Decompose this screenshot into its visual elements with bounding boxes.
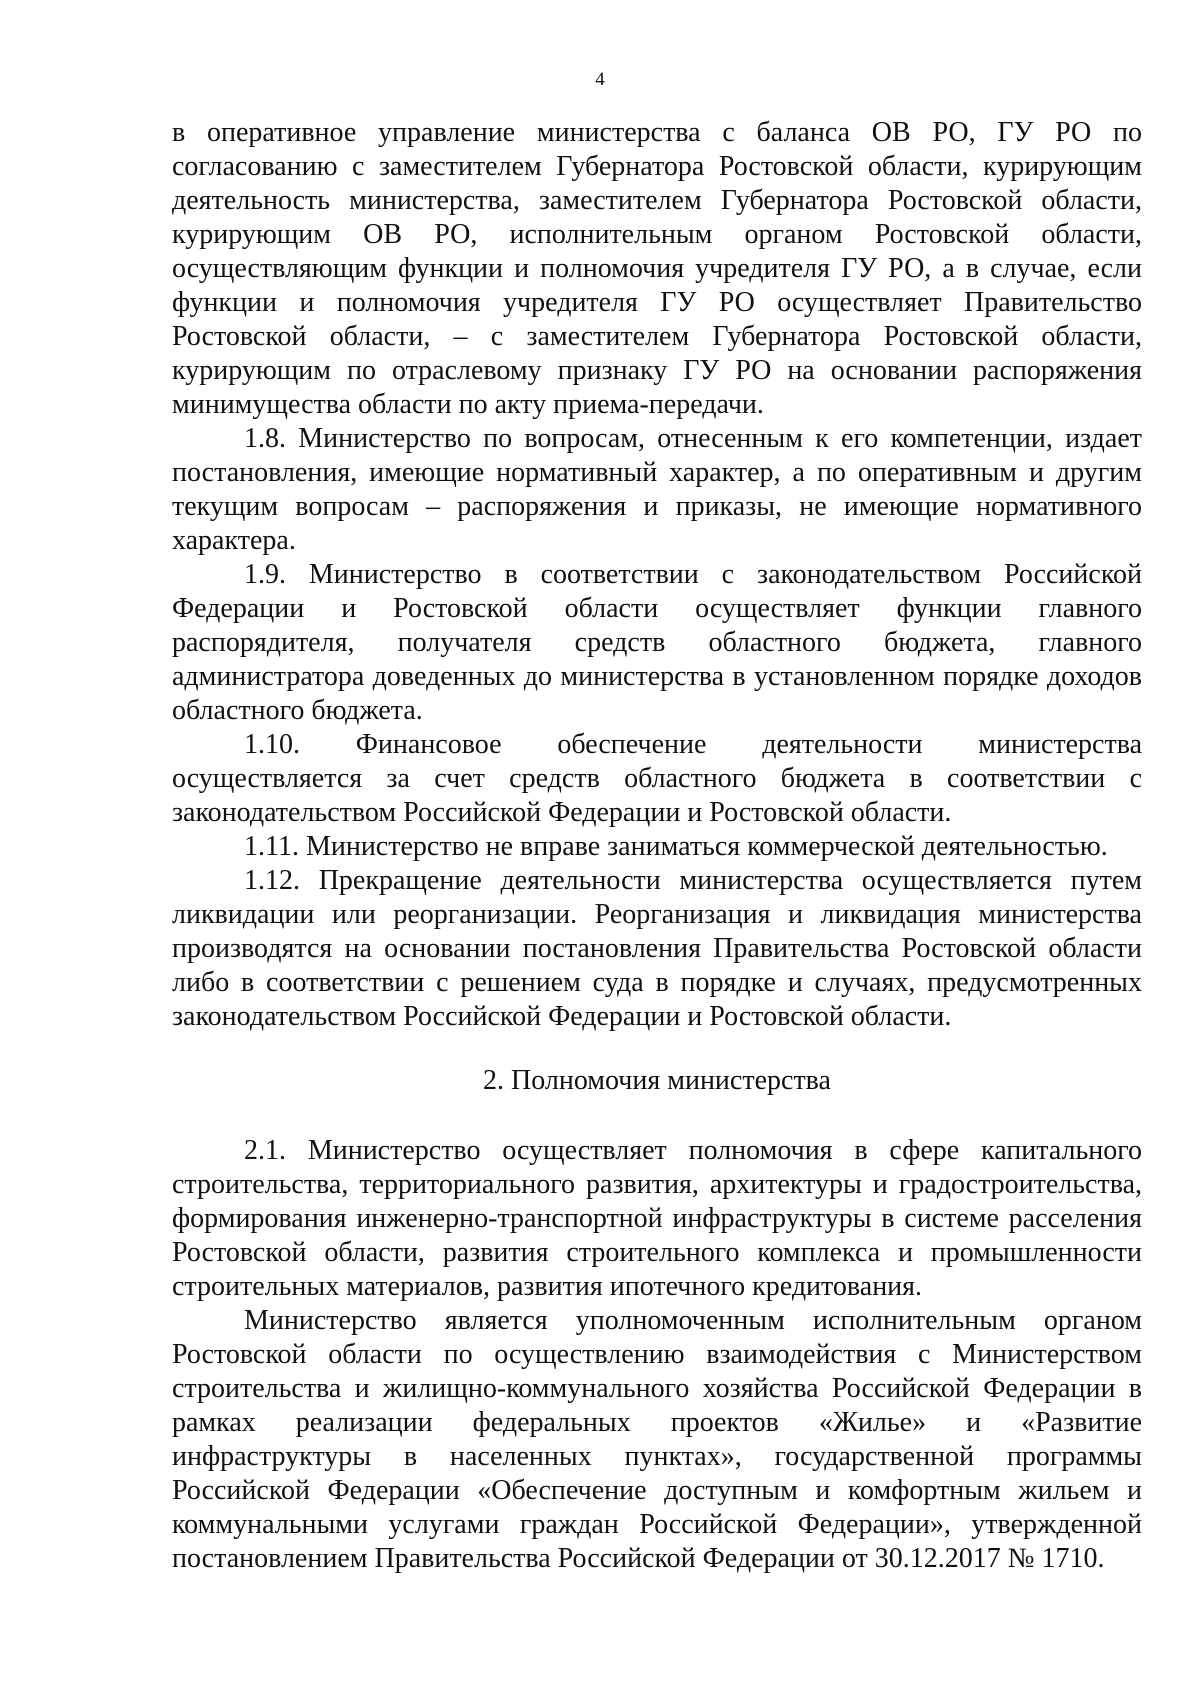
paragraph-1-10: 1.10. Финансовое обеспечение деятельности министерства осуществляется за счет средств областного бюджета в соответствии с законодательством Российской Федерации и Ростовской области. bbox=[172, 729, 1142, 828]
paragraph-1-12: 1.12. Прекращение деятельности министерства осуществляется путем ликвидации или реорганизации. Реорганизация и ликвидация министерства производятся на основании постановления Правительства Ростовской области либо в соответствии с решением суда в порядке и случаях, предусмотренных законодательством Российской Федерации и Ростовской области. bbox=[172, 865, 1142, 1032]
paragraph-ministry-authorized: Министерство является уполномоченным исполнительным органом Ростовской области по осуществлению взаимодействия с Министерством строительства и жилищно-коммунального хозяйства Российской Федерации в рамках реализации федеральных проектов «Жилье» и «Развитие инфраструктуры в населенных пунктах», государственной программы Российской Федерации «Обеспечение доступным и комфортным жильем и коммунальными услугами граждан Российской Федерации», утвержденной постановлением Правительства Российской Федерации от 30.12.2017 № 1710. bbox=[172, 1305, 1142, 1574]
document-body bbox=[172, 116, 1142, 1576]
paragraph-2-1: 2.1. Министерство осуществляет полномочия в сфере капитального строительства, территориального развития, архитектуры и градостроительства, формирования инженерно-транспортной инфраструктуры в системе расселения Ростовской области, развития строительного комплекса и промышленности строительных материалов, развития ипотечного кредитования. bbox=[172, 1135, 1142, 1302]
paragraph-continuation: в оперативное управление министерства с баланса ОВ РО, ГУ РО по согласованию с заместителем Губернатора Ростовской области, курирующим деятельность министерства, заместителем Губернатора Ростовской области, курирующим ОВ РО, исполнительным органом Ростовской области, осуществляющим функции и полномочия учредителя ГУ РО, а в случае, если функции и полномочия учредителя ГУ РО осуществляет Правительство Ростовской области, – с заместителем Губернатора Ростовской области, курирующим по отраслевому признаку ГУ РО на основании распоряжения минимущества области по акту приема-передачи. bbox=[172, 117, 1142, 420]
page-number: 4 bbox=[595, 69, 605, 90]
paragraph-1-8: 1.8. Министерство по вопросам, отнесенным к его компетенции, издает постановления, имеющие нормативный характер, а по оперативным и другим текущим вопросам – распоряжения и приказы, не имеющие нормативного характера. bbox=[172, 423, 1142, 556]
paragraph-1-11: 1.11. Министерство не вправе заниматься коммерческой деятельностью. bbox=[244, 831, 1108, 862]
paragraph-1-9: 1.9. Министерство в соответствии с законодательством Российской Федерации и Ростовской области осуществляет функции главного распорядителя, получателя средств областного бюджета, главного администратора доведенных до министерства в установленном порядке доходов областного бюджета. bbox=[172, 559, 1142, 726]
section-heading: 2. Полномочия министерства bbox=[483, 1065, 831, 1096]
